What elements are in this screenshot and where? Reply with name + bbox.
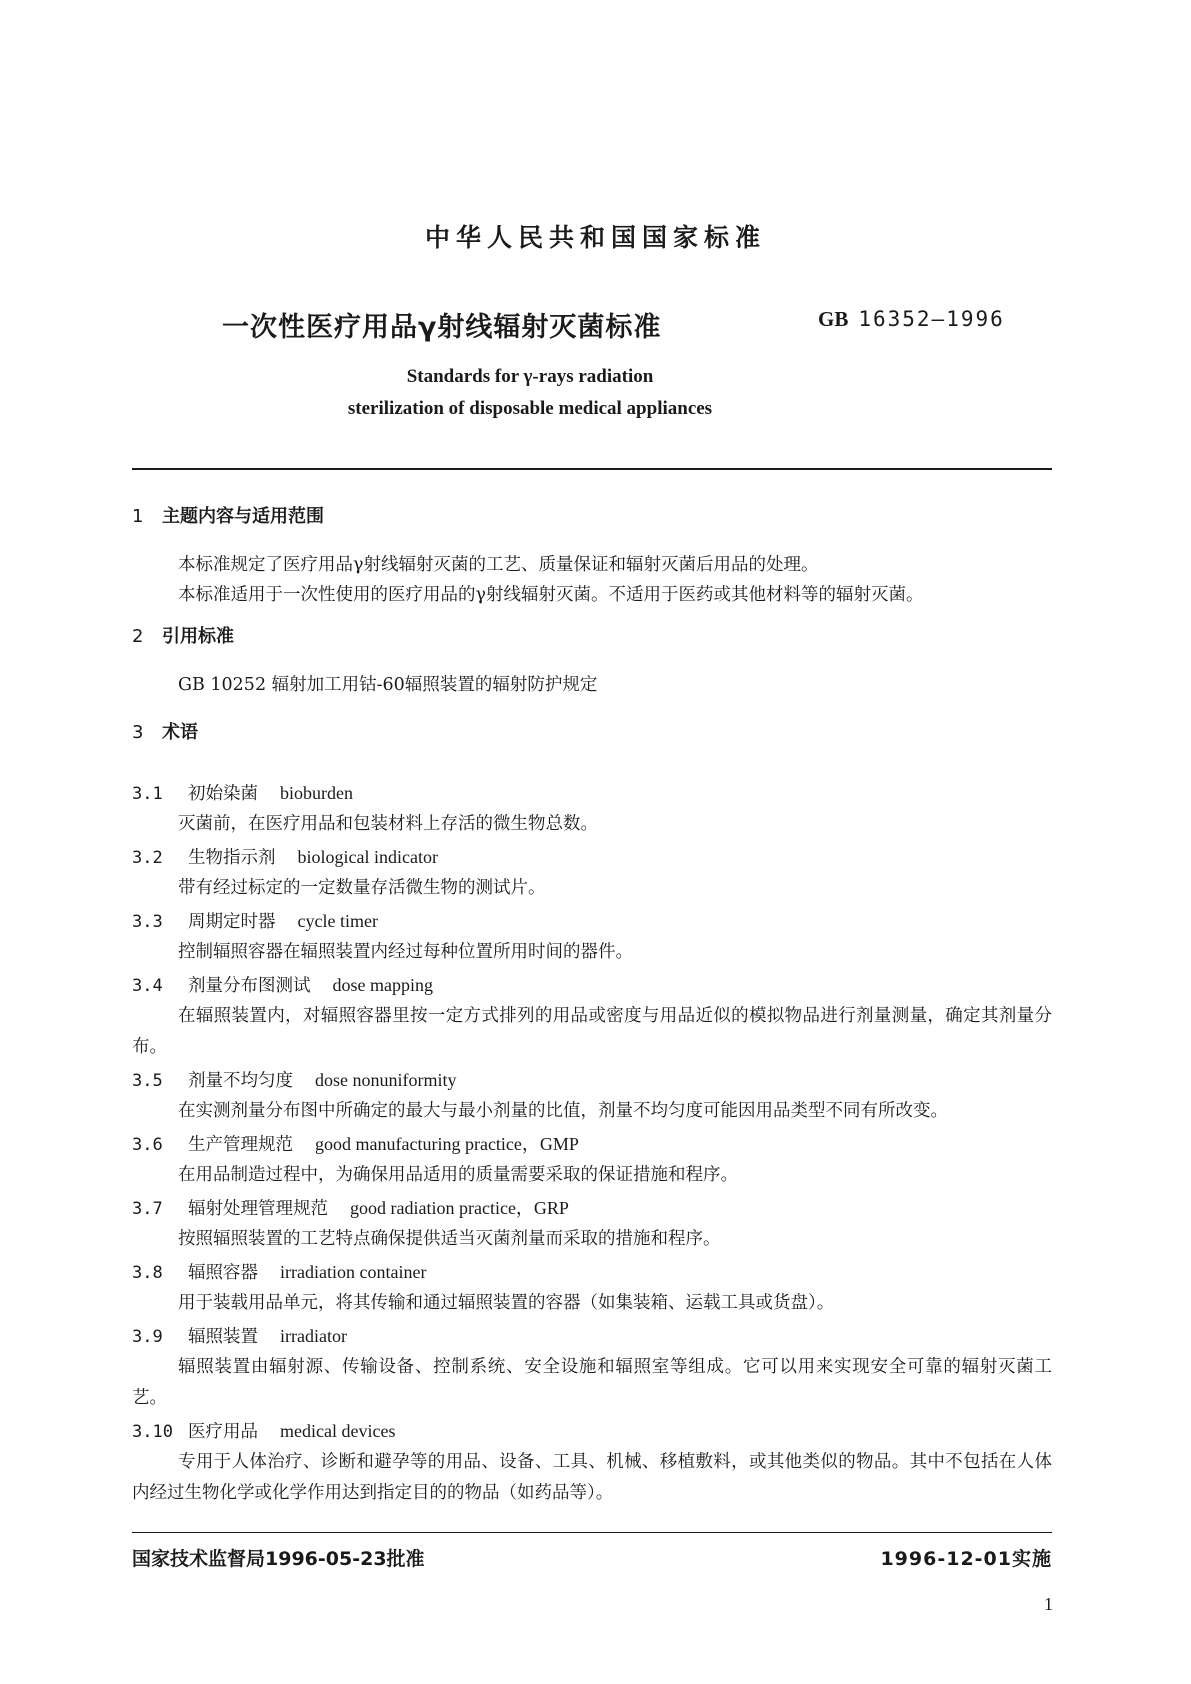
term-heading: 3.3 周期定时器 cycle timer [132,911,378,932]
term-definition: 在实测剂量分布图中所确定的最大与最小剂量的比值，剂量不均匀度可能因用品类型不同有所改变。 [178,1101,948,1121]
term-definition: 灭菌前，在医疗用品和包装材料上存活的微生物总数。 [178,814,598,834]
section-heading: 1 主题内容与适用范围 [132,506,324,527]
term-definition: 带有经过标定的一定数量存活微生物的测试片。 [178,878,546,898]
section-heading: 3 术语 [132,722,198,743]
header-divider [132,468,1052,470]
document-title-zh: 一次性医疗用品γ射线辐射灭菌标准 [222,312,662,343]
term-definition: 按照辐照装置的工艺特点确保提供适当灭菌剂量而采取的措施和程序。 [178,1229,721,1249]
term-heading: 3.4 剂量分布图测试 dose mapping [132,975,433,996]
reference-standard: GB 10252 辐射加工用钴-60辐照装置的辐射防护规定 [178,675,598,695]
document-title-en-line2: sterilization of disposable medical appliances [347,398,713,419]
term-definition: 控制辐照容器在辐照装置内经过每种位置所用时间的器件。 [178,942,633,962]
term-heading: 3.2 生物指示剂 biological indicator [132,847,438,868]
approval-date: 国家技术监督局1996-05-23批准 [132,1548,425,1570]
terms-list [132,778,1052,1509]
standard-code [818,307,1005,332]
term-heading: 3.5 剂量不均匀度 dose nonuniformity [132,1070,457,1091]
footer-divider [132,1532,1052,1533]
term-heading: 3.7 辐射处理管理规范 good radiation practice，GRP [132,1198,569,1219]
document-body [132,502,1052,1511]
term-definition: 辐照装置由辐射源、传输设备、控制系统、安全设施和辐照室等组成。它可以用来实现安全可靠的辐射灭菌工艺。 [132,1357,1052,1408]
implementation-date: 1996-12-01实施 [880,1548,1052,1570]
code-prefix: GB [818,307,849,331]
section-paragraph: 本标准规定了医疗用品γ射线辐射灭菌的工艺、质量保证和辐射灭菌后用品的处理。 [178,555,819,575]
term-definition: 专用于人体治疗、诊断和避孕等的用品、设备、工具、机械、移植敷料，或其他类似的物品。其中不包括在人体内经过生物化学或化学作用达到指定目的的物品（如药品等）。 [132,1452,1052,1503]
term-definition: 在辐照装置内，对辐照容器里按一定方式排列的用品或密度与用品近似的模拟物品进行剂量测量，确定其剂量分布。 [132,1006,1052,1057]
term-definition: 用于装载用品单元，将其传输和通过辐照装置的容器（如集装箱、运载工具或货盘）。 [178,1293,835,1313]
term-heading: 3.1 初始染菌 bioburden [132,783,353,804]
term-heading: 3.9 辐照装置 irradiator [132,1326,347,1347]
term-heading: 3.6 生产管理规范 good manufacturing practice，GMP [132,1134,579,1155]
section-heading: 2 引用标准 [132,626,234,647]
term-heading: 3.8 辐照容器 irradiation container [132,1262,427,1283]
code-number: 16352—1996 [858,307,1005,331]
term-definition: 在用品制造过程中，为确保用品适用的质量需要采取的保证措施和程序。 [178,1165,738,1185]
document-title-en-line1: Standards for γ-rays radiation [406,366,654,387]
section-paragraph: 本标准适用于一次性使用的医疗用品的γ射线辐射灭菌。不适用于医药或其他材料等的辐射灭菌。 [178,585,924,605]
page-number: 1 [1044,1594,1053,1614]
issuing-country: 中华人民共和国国家标准 [424,223,766,252]
term-heading: 3.10 医疗用品 medical devices [132,1421,396,1442]
